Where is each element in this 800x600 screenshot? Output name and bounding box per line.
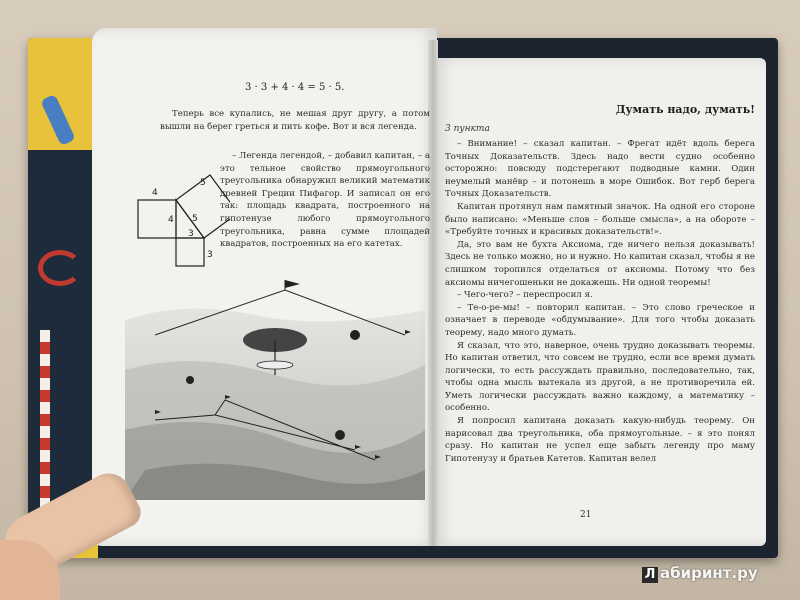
- pythagoras-diagram: [130, 165, 230, 275]
- chapter-subheading: 3 пункта: [445, 124, 490, 134]
- left-paragraph-1-text: Теперь все купались, не мешая друг другу, а потом вышли на берег греться и пить кофе. Вот и вся легенда.: [160, 109, 430, 132]
- watermark-text: абиринт.ру: [660, 564, 758, 582]
- pythagoras-formula: 3 · 3 + 4 · 4 = 5 · 5.: [245, 82, 345, 93]
- diagram-label: 4: [168, 215, 174, 225]
- labirint-logo-icon: Л: [642, 567, 658, 583]
- left-paragraph-2-text: – Легенда легендой, – добавил капитан, – а это тельное свойство прямоугольного треугольника обнаружил великий математик древней Греции Пифагор. И записал он его так: площадь квадрата, построенного на гипотенузе любого прямоугольного треугольника, равна сумме площадей квадратов, построенных на его катетах.: [220, 151, 430, 250]
- right-paragraph: – Чего-чего? – переспросил я.: [457, 290, 593, 301]
- right-paragraph: Я попросил капитана доказать какую-нибудь теорему. Он нарисовал два треугольника, оба прямоугольные. – я это понял сразу. Но капитан не успел еще забыть легенду про маму Гипотенузу и братьев Катетов. Капитан велел: [445, 416, 755, 464]
- right-paragraph: – Те-о-ре-мы! – повторил капитан. – Это слово греческое и означает в переводе «обдумывание». Для того чтобы доказать теорему, надо много думать.: [445, 302, 755, 338]
- diagram-label: 3: [207, 250, 213, 260]
- shore-illustration: [125, 280, 425, 500]
- cover-dark-strip: [28, 150, 98, 530]
- left-paragraph-2: [220, 150, 430, 251]
- diagram-label: 4: [152, 188, 158, 198]
- square-on-leg-3: [176, 238, 204, 266]
- right-paragraph: – Внимание! – сказал капитан. – Фрегат идёт вдоль берега Точных Доказательств. Здесь надо вести судно особенно осторожно: повсюду подстерегают подводные камни. Один неумелый манёвр – и потонешь в море Ошибок. Вот герб берега Точных Доказательств.: [445, 139, 755, 200]
- flag-icon: [285, 280, 300, 288]
- right-page-text: [445, 138, 755, 465]
- chapter-heading: Думать надо, думать!: [615, 103, 755, 116]
- page-number: 21: [580, 510, 592, 520]
- diagram-label: 5: [192, 214, 198, 224]
- cover-striped-pole: [40, 330, 50, 530]
- diagram-label: 5: [200, 178, 206, 188]
- right-paragraph: Я сказал, что это, наверное, очень трудно доказывать теоремы. Но капитан ответил, что совсем не трудно, если все время думать логически, то есть рассуждать правильно, последовательно, так, чтобы одна мысль вытекала из другой, а не противоречила ей. Уметь логически рассуждать важно каждому, а математику – особенно.: [445, 340, 755, 414]
- diagram-label: 3: [188, 229, 194, 239]
- right-paragraph: Капитан протянул нам памятный значок. На одной его стороне было написано: «Меньше слов – больше смысла», а на обороте – «Требуйте точных и красивых доказательств!».: [445, 201, 755, 238]
- watermark: [642, 564, 758, 583]
- cover-red-decoration: [38, 250, 82, 286]
- left-paragraph-1: [160, 108, 430, 133]
- right-paragraph: Да, это вам не бухта Аксиома, где ничего нельзя доказывать! Здесь не только можно, но и нужно. Но капитан сказал, чтобы я не слишком торопился отделаться от аксиомы. Потому что без аксиомы ничегошеньки не докажешь. Ни одной теоремы!: [445, 239, 755, 288]
